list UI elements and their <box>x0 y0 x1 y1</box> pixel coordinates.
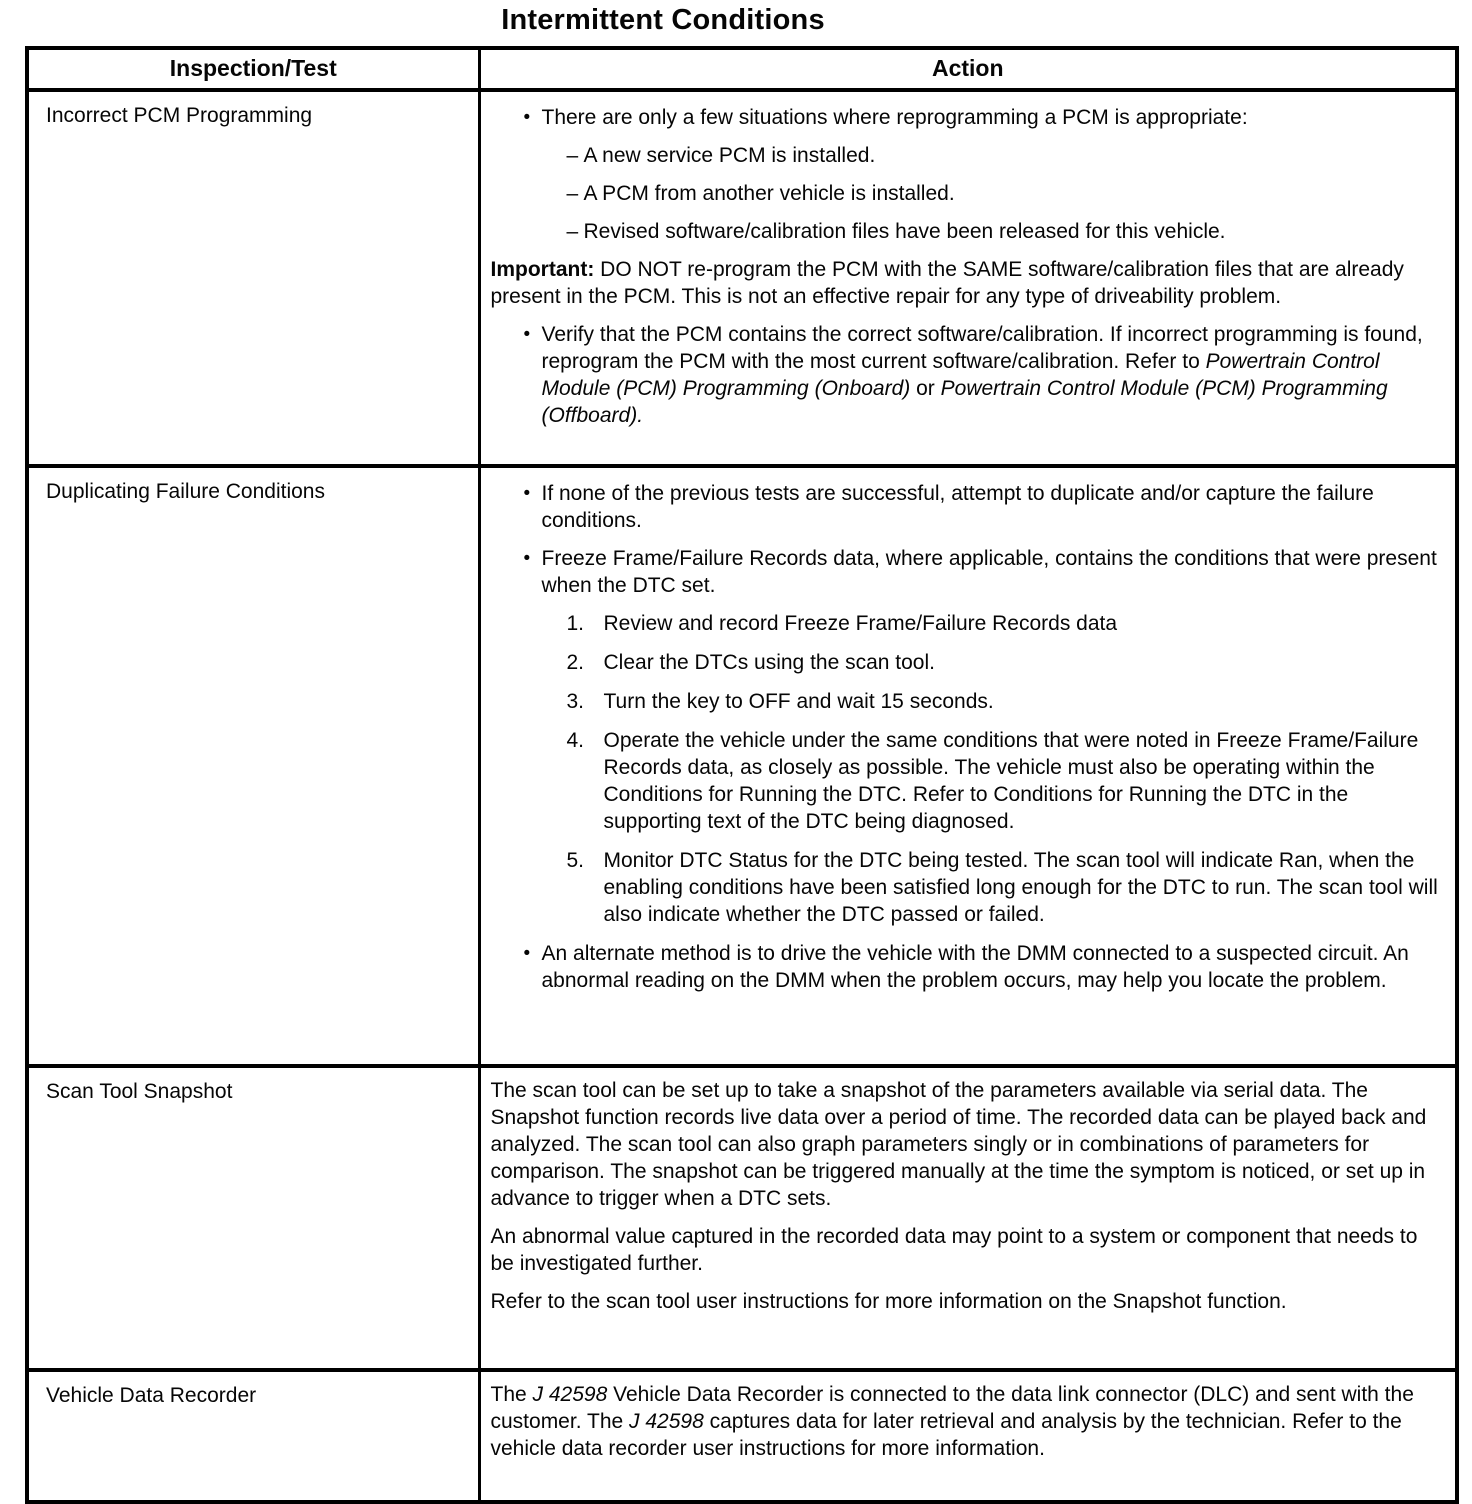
step-number: 5. <box>566 849 585 872</box>
bullet-item <box>491 940 1444 994</box>
step-item <box>491 610 1444 637</box>
bullet-text: An alternate method is to drive the vehicle with the DMM connected to a suspected circuit. An abnormal reading on the DMM when the problem occurs, may help you locate the problem. <box>541 942 1409 992</box>
table-row-incorrect-pcm-programming <box>27 90 1457 466</box>
step-item <box>491 649 1444 676</box>
vdr-text: Vehicle Data Recorder is connected to the data link connector (DLC) and sent with the customer. The <box>490 1383 1414 1433</box>
vdr-text: The <box>490 1383 533 1406</box>
action-cell <box>479 1066 1457 1370</box>
dash-marker-icon: – <box>566 182 579 205</box>
inspection-cell <box>27 1066 479 1370</box>
step-text: Review and record Freeze Frame/Failure Records data <box>603 612 1118 635</box>
dash-text: A new service PCM is installed. <box>583 144 876 167</box>
reference-title: Powertrain Control Module (PCM) Programming (Onboard) <box>541 350 1380 400</box>
bullet-text: There are only a few situations where reprogramming a PCM is appropriate: <box>541 106 1248 129</box>
step-text: Monitor DTC Status for the DTC being tested. The scan tool will indicate Ran, when the enabling conditions have been satisfied long enough for the DTC to run. The scan tool will also indicate whether the DTC passed or failed. <box>603 849 1438 926</box>
dash-marker-icon: – <box>566 220 579 243</box>
page-title: Intermittent Conditions <box>501 4 825 36</box>
table-body <box>27 90 1457 1502</box>
vdr-text: captures data for later retrieval and analysis by the technician. Refer to the vehicle data recorder user instructions for more information. <box>490 1410 1402 1460</box>
inspection-label: Scan Tool Snapshot <box>46 1080 233 1103</box>
bullet-item <box>491 104 1444 131</box>
header-row <box>27 48 1457 90</box>
action-paragraph <box>491 1381 1444 1462</box>
step-number: 2. <box>566 651 585 674</box>
dash-item <box>491 218 1444 245</box>
bullet-text <box>542 321 1444 429</box>
tool-number: J 42598 <box>629 1410 704 1433</box>
step-item <box>491 688 1444 715</box>
table-row-vehicle-data-recorder <box>27 1370 1457 1502</box>
action-paragraph: Refer to the scan tool user instructions for more information on the Snapshot function. <box>490 1290 1287 1313</box>
inspection-cell <box>27 466 479 1066</box>
bullet-text: Freeze Frame/Failure Records data, where applicable, contains the conditions that were present when the DTC set. <box>541 547 1437 597</box>
step-item <box>491 727 1444 835</box>
column-header-action: Action <box>479 48 1457 90</box>
action-cell <box>479 1370 1457 1502</box>
step-number: 1. <box>566 612 585 635</box>
important-note <box>491 256 1444 310</box>
bullet-marker-icon: • <box>523 483 531 504</box>
dash-marker-icon: – <box>566 144 579 167</box>
bullet-item <box>491 321 1444 429</box>
bullet-marker-icon: • <box>523 943 531 964</box>
inspection-cell <box>27 1370 479 1502</box>
verify-text: or <box>910 377 941 400</box>
step-text: Operate the vehicle under the same conditions that were noted in Freeze Frame/Failure Records data, as closely as possible. The vehicle must also be operating within the Conditions for Running the DTC. Refer to Conditions for Running the DTC in the supporting text of the DTC being diagnosed. <box>603 729 1419 833</box>
inspection-label: Duplicating Failure Conditions <box>46 480 325 503</box>
bullet-text: If none of the previous tests are successful, attempt to duplicate and/or capture the failure conditions. <box>541 482 1374 532</box>
bullet-item <box>491 545 1444 599</box>
verify-text: Verify that the PCM contains the correct software/calibration. If incorrect programming is found, reprogram the PCM with the most current software/calibration. Refer to <box>541 323 1423 373</box>
action-paragraph: The scan tool can be set up to take a snapshot of the parameters available via serial data. The Snapshot function records live data over a period of time. The recorded data can be played back and analyzed. The scan tool can also graph parameters singly or in combinations of parameters for comparison. The snapshot can be triggered manually at the time the symptom is noticed, or set up in advance to trigger when a DTC sets. <box>490 1079 1427 1210</box>
table-header <box>27 48 1457 90</box>
bullet-item <box>491 480 1444 534</box>
step-item <box>491 847 1444 928</box>
inspection-label: Incorrect PCM Programming <box>46 104 313 127</box>
bullet-marker-icon: • <box>523 107 531 128</box>
important-label: Important: <box>490 258 595 281</box>
dash-text: A PCM from another vehicle is installed. <box>583 182 955 205</box>
inspection-cell <box>27 90 479 466</box>
step-text: Clear the DTCs using the scan tool. <box>603 651 935 674</box>
step-number: 4. <box>566 729 585 752</box>
step-number: 3. <box>566 690 585 713</box>
intermittent-conditions-table <box>25 46 1459 1504</box>
dash-item <box>491 180 1444 207</box>
table-row-scan-tool-snapshot <box>27 1066 1457 1370</box>
bullet-marker-icon: • <box>523 324 531 345</box>
action-paragraph: An abnormal value captured in the recorded data may point to a system or component that needs to be investigated further. <box>490 1225 1418 1275</box>
tool-number: J 42598 <box>532 1383 608 1406</box>
column-header-inspection-test: Inspection/Test <box>27 48 479 90</box>
important-text: DO NOT re-program the PCM with the SAME software/calibration files that are already present in the PCM. This is not an effective repair for any type of driveability problem. <box>490 258 1404 308</box>
bullet-marker-icon: • <box>523 548 531 569</box>
step-text: Turn the key to OFF and wait 15 seconds. <box>603 690 994 713</box>
action-cell <box>479 466 1457 1066</box>
dash-text: Revised software/calibration files have been released for this vehicle. <box>583 220 1226 243</box>
dash-item <box>491 142 1444 169</box>
action-cell <box>479 90 1457 466</box>
reference-title: Powertrain Control Module (PCM) Programming (Offboard). <box>541 377 1388 427</box>
inspection-label: Vehicle Data Recorder <box>46 1384 257 1407</box>
table-row-duplicating-failure-conditions <box>27 466 1457 1066</box>
